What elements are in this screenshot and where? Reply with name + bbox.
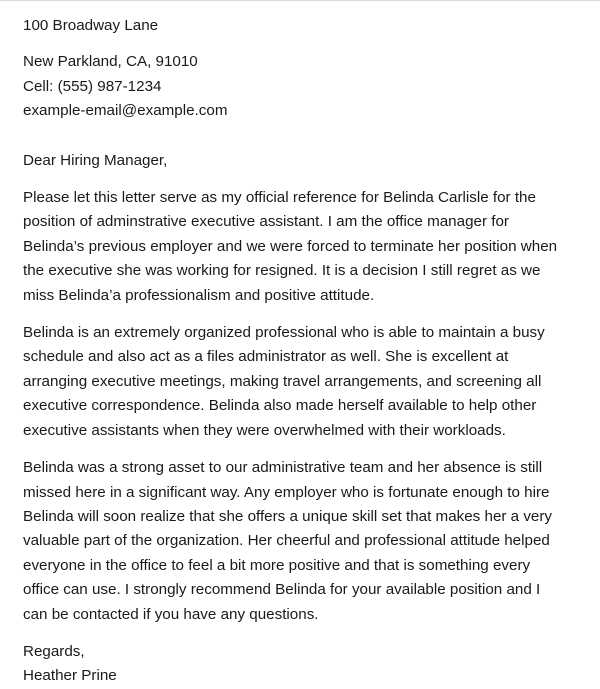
paragraph-line: executive assistants when they were overwhelmed with their workloads. xyxy=(23,421,506,439)
top-divider xyxy=(0,0,600,1)
body-paragraph-1 xyxy=(23,186,583,308)
sender-city-state-zip: New Parkland, CA, 91010 xyxy=(23,53,198,71)
sender-address-block xyxy=(23,14,583,124)
paragraph-line: schedule and also act as a files administrator as well. She is excellent at xyxy=(23,348,509,366)
reference-letter xyxy=(23,14,583,689)
body-paragraph-2 xyxy=(23,321,583,443)
paragraph-line: valuable part of the organization. Her cheerful and professional attitude helped xyxy=(23,532,550,550)
paragraph-line: position of adminstrative executive assistant. I am the office manager for xyxy=(23,213,509,231)
paragraph-line: can be contacted if you have any questions. xyxy=(23,605,319,623)
sender-street: 100 Broadway Lane xyxy=(23,17,159,34)
paragraph-line: everyone in the office to feel a bit more positive and that is something every xyxy=(23,556,531,574)
paragraph-line: executive correspondence. Belinda also made herself available to help other xyxy=(23,397,537,415)
signature-name: Heather Prine xyxy=(23,667,117,685)
paragraph-line: missed here in a significant way. Any employer who is fortunate enough to hire xyxy=(23,483,550,501)
paragraph-line: arranging executive meetings, making travel arrangements, and screening all xyxy=(23,372,542,390)
sender-email: example-email@example.com xyxy=(23,102,228,120)
sender-cell: Cell: (555) 987-1234 xyxy=(23,77,162,95)
paragraph-line: Belinda will soon realize that she offers a unique skill set that makes her a very xyxy=(23,507,553,525)
closing-text: Regards, xyxy=(23,642,85,660)
salutation xyxy=(23,149,583,173)
salutation-text: Dear Hiring Manager, xyxy=(23,151,168,169)
paragraph-line: Belinda’s previous employer and we were forced to terminate her position when xyxy=(23,237,558,255)
paragraph-line: Belinda is an extremely organized professional who is able to maintain a busy xyxy=(23,324,545,342)
closing-block xyxy=(23,640,583,689)
paragraph-line: office can use. I strongly recommend Belinda for your available position and I xyxy=(23,581,541,599)
paragraph-line: Belinda was a strong asset to our administrative team and her absence is still xyxy=(23,459,543,477)
paragraph-line: miss Belinda’a professionalism and positive attitude. xyxy=(23,286,375,304)
sender-contact xyxy=(23,50,583,123)
body-paragraph-3 xyxy=(23,456,583,627)
paragraph-line: Please let this letter serve as my official reference for Belinda Carlisle for the xyxy=(23,189,536,207)
paragraph-line: the executive she was working for resigned. It is a decision I still regret as we xyxy=(23,262,541,280)
